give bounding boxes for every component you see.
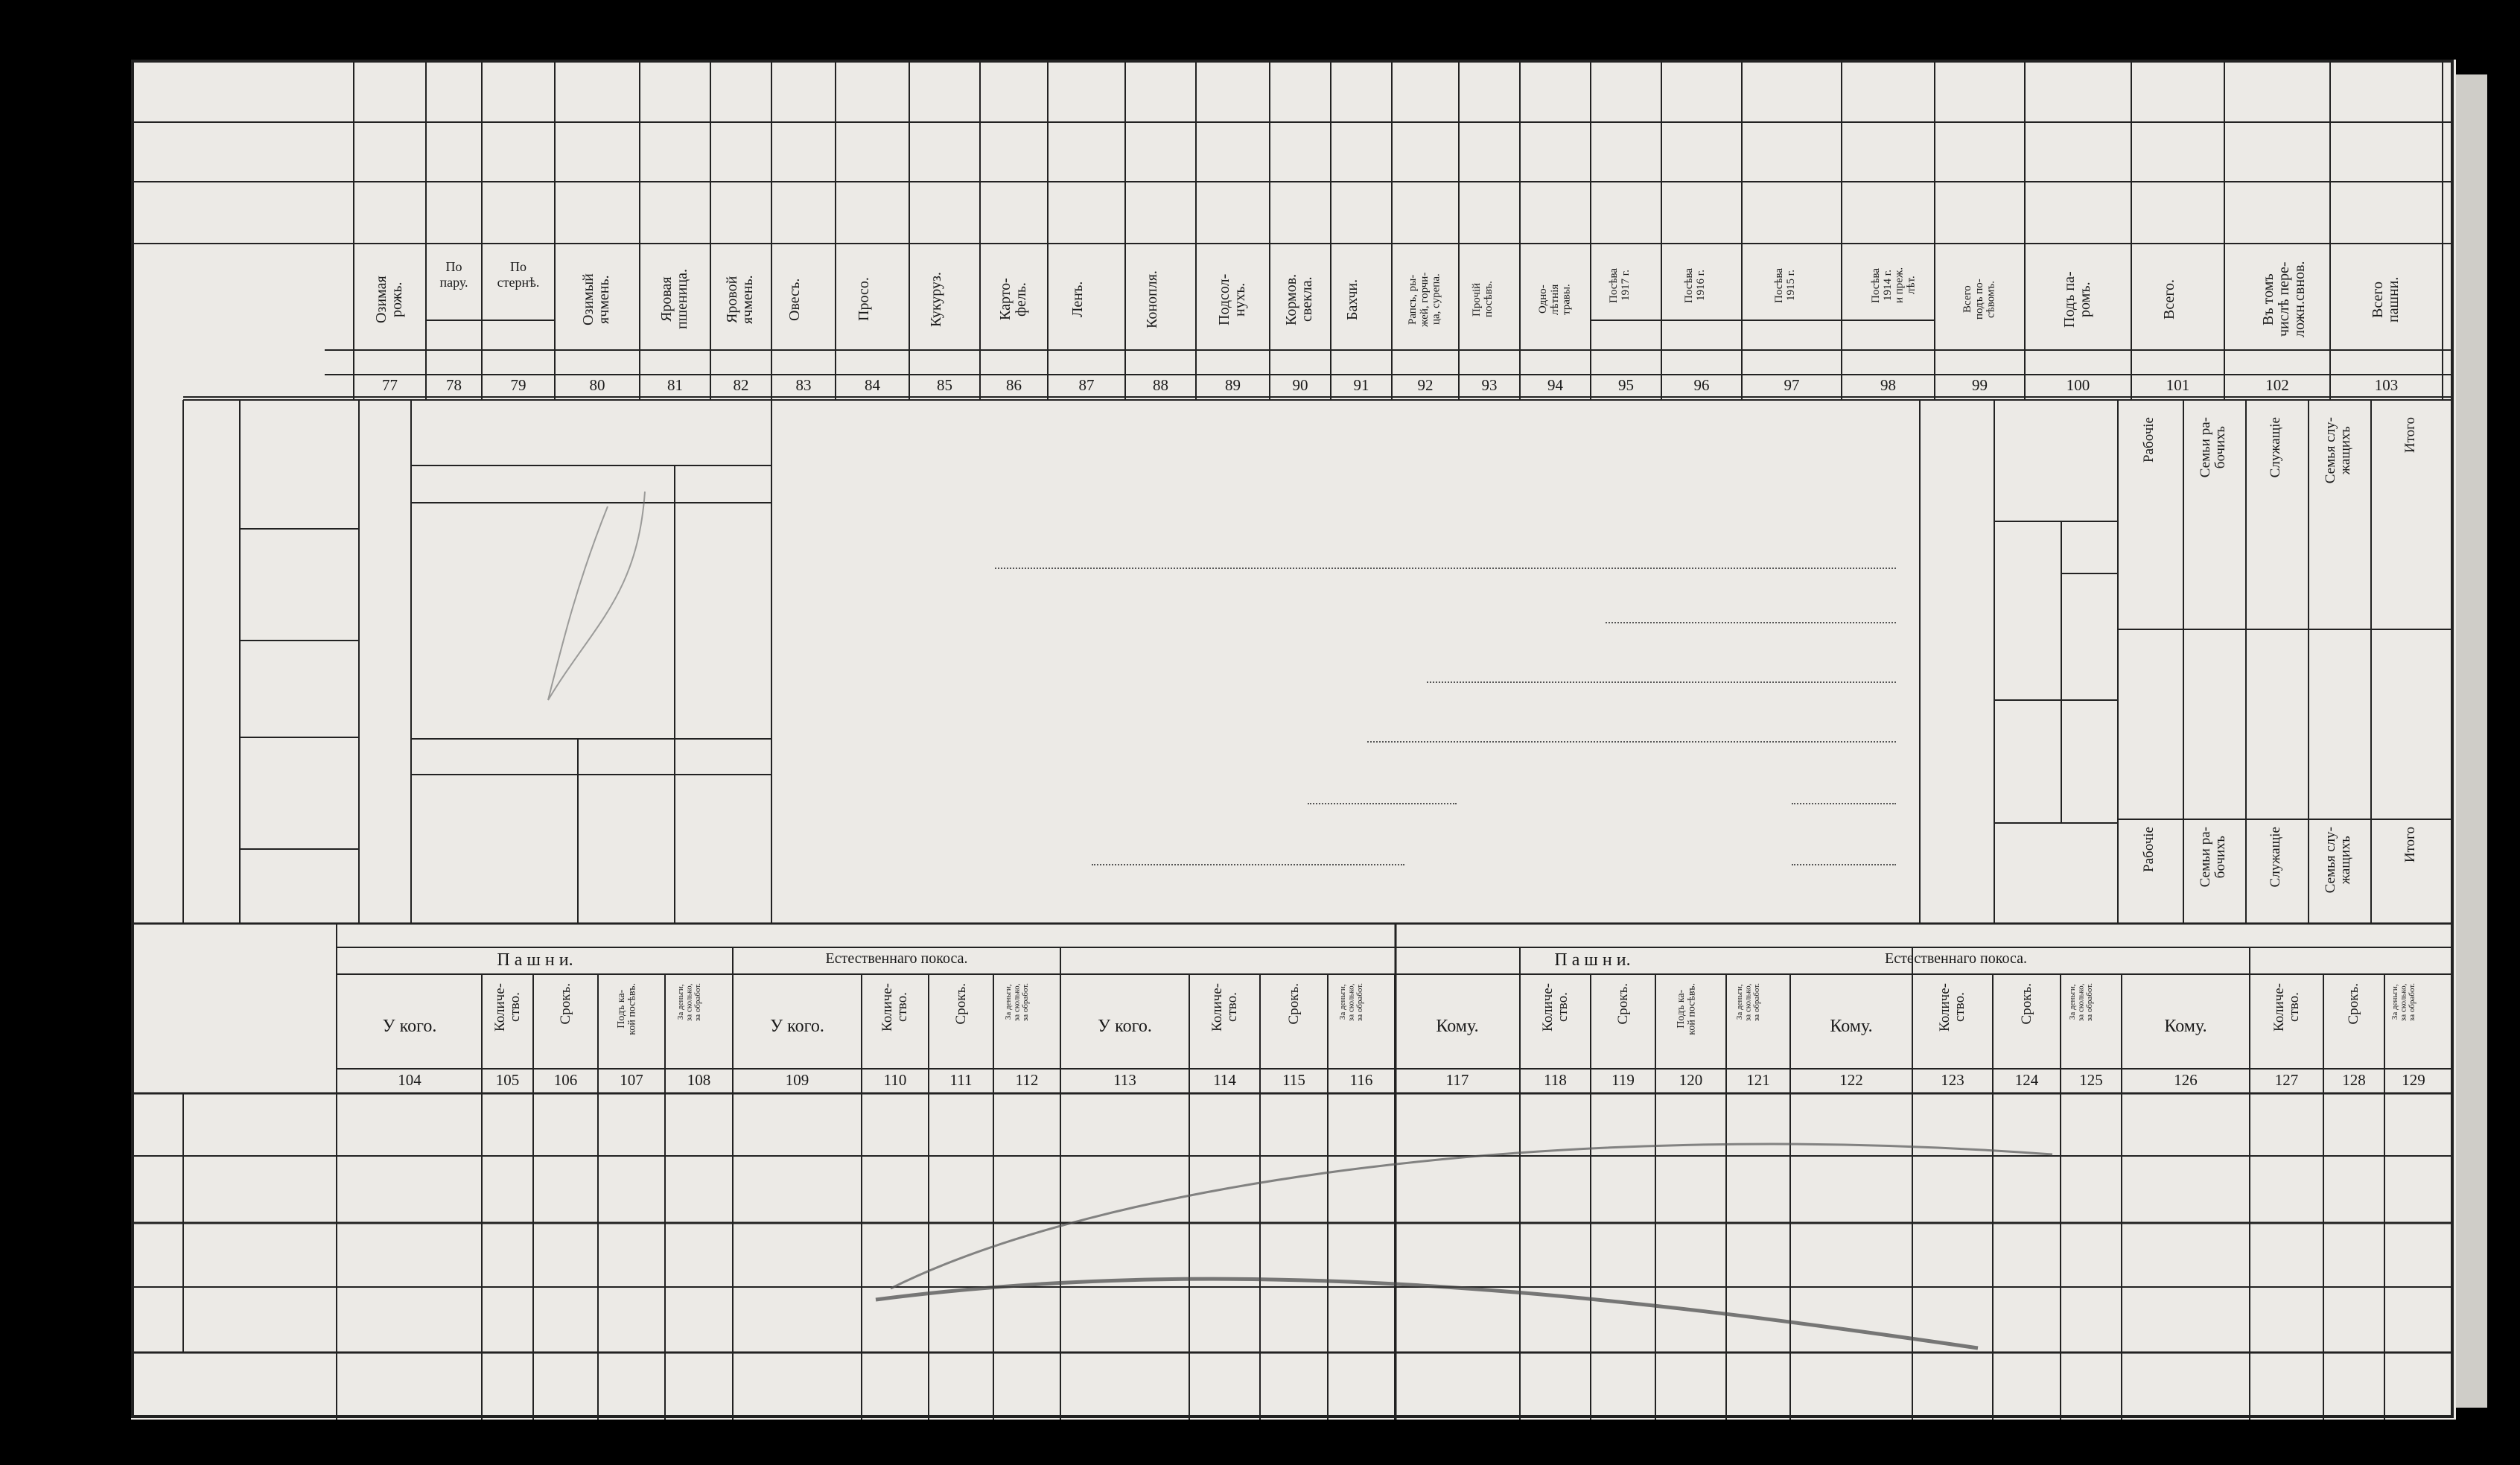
crop-header: Ленъ.: [1069, 281, 1086, 318]
crop-header: Посѣва 1916 г.: [1683, 267, 1707, 303]
field-number: 110: [883, 1071, 907, 1089]
field-number: 116: [1349, 1071, 1373, 1089]
population-col: Рабочіе: [2141, 827, 2157, 872]
crop-header: Конопля.: [1143, 270, 1160, 328]
field-number: 118: [1544, 1071, 1567, 1089]
lease-col-header: Срокъ.: [1614, 983, 1631, 1025]
field-number: 80: [589, 376, 605, 394]
field-number: 97: [1784, 376, 1800, 394]
lease-col-header: За деньги, за сколько, за обработ.: [1735, 983, 1762, 1022]
field-number: 124: [2014, 1071, 2039, 1089]
crop-header: Озимый ячмень.: [580, 273, 612, 325]
population-col: Семьи ра- бочихъ: [2198, 827, 2228, 888]
field-number: 102: [2265, 376, 2289, 394]
field-number: 121: [1746, 1071, 1770, 1089]
lease-col-header: Срокъ.: [952, 983, 969, 1025]
field-number: 93: [1481, 376, 1498, 394]
crop-header: Бахчи.: [1344, 279, 1361, 320]
field-number: 83: [795, 376, 812, 394]
field-number: 113: [1113, 1071, 1136, 1089]
field-number: 89: [1225, 376, 1241, 394]
lease-col-header: Срокъ.: [2018, 983, 2034, 1025]
field-number: 99: [1972, 376, 1988, 394]
field-number: 88: [1153, 376, 1168, 394]
field-number: 100: [2066, 376, 2090, 394]
crop-header: Рапсъ, ры- жей, горчи- ца, сурепа.: [1407, 272, 1442, 327]
crop-header: Озимая рожь.: [372, 276, 405, 323]
lease-col-header: Количе- ство.: [1209, 983, 1240, 1032]
population-col: Итого: [2402, 827, 2418, 863]
population-col: Итого: [2402, 417, 2418, 454]
field-number: 91: [1353, 376, 1369, 394]
lease-col-header: Подъ ка- кой посѣвъ.: [1675, 983, 1698, 1035]
crop-header: Кормов. свекла.: [1283, 273, 1315, 325]
field-number: 120: [1679, 1071, 1703, 1089]
field-number: 129: [2402, 1071, 2425, 1089]
field-number: 77: [382, 376, 398, 394]
crop-header: Въ томъ числѣ пере- ложн.свнов.: [2260, 261, 2308, 338]
field-number: 96: [1693, 376, 1710, 394]
crop-header: Всего подъ по- сѣвомъ.: [1961, 279, 1996, 320]
lease-col-header: Срокъ.: [1285, 983, 1302, 1025]
field-number: 98: [1880, 376, 1896, 394]
lease-col-header: Количе- ство.: [1937, 983, 1967, 1032]
field-number: 123: [1941, 1071, 1964, 1089]
pencil-stroke: [876, 1279, 1978, 1348]
field-number: 128: [2342, 1071, 2366, 1089]
field-number: 108: [687, 1071, 711, 1089]
pencil-stroke: [891, 1144, 2052, 1288]
population-col: Служащіе: [2268, 827, 2283, 888]
lease-col-header: Подъ ка- кой посѣвъ.: [616, 983, 638, 1035]
lease-col-header: У кого.: [1098, 1017, 1152, 1036]
field-number: 95: [1618, 376, 1634, 394]
pencil-stroke: [548, 492, 645, 700]
field-number: 111: [949, 1071, 973, 1089]
crop-header: Подъ па- ромъ.: [2061, 271, 2093, 328]
lease-col-header: За деньги, за сколько, за обработ.: [675, 983, 702, 1022]
lease-col-header: У кого.: [770, 1017, 824, 1036]
lease-col-header: Количе- ство.: [1539, 983, 1571, 1032]
lease-group-header: Естественнаго покоса.: [1885, 950, 2027, 967]
field-number: 112: [1015, 1071, 1039, 1089]
field-number: 105: [495, 1071, 520, 1089]
crop-header: Посѣва 1915 г.: [1773, 267, 1797, 303]
lease-col-header: Количе- ство.: [491, 983, 523, 1032]
lease-col-header: Срокъ.: [557, 983, 573, 1025]
field-number: 101: [2166, 376, 2190, 394]
crop-header: Овесъ.: [786, 278, 803, 321]
field-number: 122: [1839, 1071, 1863, 1089]
field-number: 84: [865, 376, 880, 394]
crop-header: По стернѣ.: [497, 259, 540, 290]
field-number: 82: [733, 376, 749, 394]
field-number: 78: [446, 376, 462, 394]
crop-header: По пару.: [439, 259, 468, 290]
lease-col-header: За деньги, за сколько, за обработ.: [2390, 983, 2417, 1022]
field-number: 107: [620, 1071, 643, 1089]
field-number: 81: [667, 376, 683, 394]
crop-header: Посѣва 1917 г.: [1607, 267, 1632, 303]
crop-header: Яровой ячмень.: [724, 275, 756, 324]
crop-header: Подсол- нухъ.: [1215, 273, 1248, 325]
crop-header: Яровая пшеница.: [658, 269, 690, 330]
population-col: Рабочіе: [2141, 417, 2157, 463]
field-number: 115: [1282, 1071, 1305, 1089]
lease-col-header: Кому.: [2164, 1017, 2207, 1036]
crop-header: Карто- фель.: [996, 278, 1029, 321]
crop-header: Всего.: [2160, 279, 2177, 320]
field-number: 85: [937, 376, 952, 394]
crop-header: Прочій посѣвъ.: [1471, 281, 1495, 318]
census-card: [131, 60, 2456, 1420]
field-number: 94: [1547, 376, 1563, 394]
field-number: 109: [785, 1071, 809, 1089]
population-col: Семья слу- жащихъ: [2323, 417, 2353, 484]
lease-col-header: Срокъ.: [2346, 983, 2361, 1025]
field-number: 90: [1292, 376, 1308, 394]
crop-header: Просо.: [855, 277, 872, 322]
lease-col-header: За деньги, за сколько, за обработ.: [1338, 983, 1365, 1022]
field-number: 103: [2374, 376, 2399, 394]
field-number: 92: [1417, 376, 1434, 394]
lease-col-header: У кого.: [382, 1017, 437, 1036]
lease-col-header: Кому.: [1436, 1017, 1479, 1036]
field-number: 127: [2274, 1071, 2299, 1089]
field-number: 125: [2079, 1071, 2103, 1089]
lease-col-header: За деньги, за сколько, за обработ.: [1004, 983, 1031, 1022]
lease-col-header: Количе- ство.: [2271, 983, 2302, 1032]
crop-header: Одно- лѣтнія травы.: [1536, 284, 1572, 315]
field-number: 106: [553, 1071, 578, 1089]
lease-group-header: Естественнаго покоса.: [825, 950, 968, 967]
field-number: 87: [1078, 376, 1095, 394]
population-col: Семья слу- жащихъ: [2323, 827, 2353, 894]
field-number: 86: [1006, 376, 1022, 394]
lease-col-header: За деньги, за сколько, за обработ.: [2068, 983, 2095, 1022]
field-number: 126: [2174, 1071, 2198, 1089]
field-number: 79: [510, 376, 526, 394]
lease-col-header: Кому.: [1830, 1017, 1873, 1036]
field-number: 117: [1445, 1071, 1469, 1089]
field-number: 104: [398, 1071, 421, 1089]
lease-group-header: П а ш н и.: [1554, 950, 1631, 970]
lease-col-header: Количе- ство.: [879, 983, 910, 1032]
crop-header: Посѣва 1914 г. и преж. лѣт.: [1869, 267, 1917, 304]
population-col: Служащіе: [2268, 417, 2283, 478]
crop-header: Всего пашни.: [2369, 276, 2402, 322]
field-number: 119: [1611, 1071, 1635, 1089]
population-col: Семьи ра- бочихъ: [2198, 417, 2228, 478]
field-number: 114: [1213, 1071, 1236, 1089]
crop-header: Кукуруз.: [927, 272, 944, 327]
back-page-edge: [2454, 74, 2487, 1408]
lease-group-header: П а ш н и.: [497, 950, 573, 970]
